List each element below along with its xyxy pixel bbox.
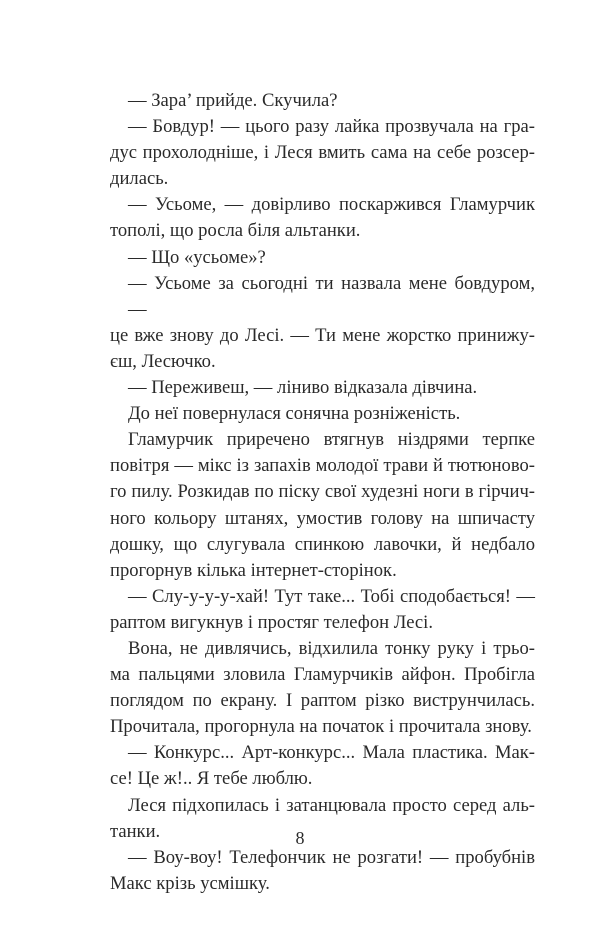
text-line: — Воу-воу! Телефончик не розгати! — пробубнів	[128, 846, 535, 868]
text-line: — Що «усьоме»?	[128, 246, 266, 268]
paragraph	[110, 114, 535, 192]
text-line: го пилу. Розкидав по піску свої худезні ноги в гірчич-	[110, 481, 535, 503]
text-line: — Слу-у-у-у-хай! Тут таке... Тобі сподобається! —	[128, 585, 535, 607]
text-line: — Зара’ прийде. Скучила?	[128, 90, 338, 111]
text-line: прогорнув кілька інтернет-сторінок.	[110, 559, 397, 581]
text-line: — Конкурс... Арт-конкурс... Мала пластика. Мак-	[128, 742, 535, 764]
text-line: — Усьоме, — довірливо поскаржився Гламурчик	[128, 194, 535, 216]
page-number: 8	[295, 828, 305, 848]
paragraph	[110, 401, 535, 427]
text-line: це вже знову до Лесі. — Ти мене жорстко принижу-	[110, 324, 535, 346]
text-line: ного кольору штанях, умостив голову на шпичасту	[110, 507, 535, 529]
paragraph	[110, 245, 535, 271]
text-line: Леся підхопилась і затанцювала просто серед аль-	[128, 794, 535, 816]
paragraph	[110, 427, 535, 584]
paragraph	[110, 88, 535, 114]
paragraph	[110, 740, 535, 792]
text-line: дус прохолодніше, і Леся вмить сама на себе розсер-	[110, 142, 535, 164]
text-line: дилась.	[110, 168, 169, 190]
text-line: дошку, що слугувала спинкою лавочки, й недбало	[110, 533, 535, 555]
text-line: Гламурчик приречено втягнув ніздрями терпке	[128, 429, 535, 451]
text-line: — Усьоме за сьогодні ти назвала мене бовдуром, —	[128, 272, 535, 320]
paragraph	[110, 192, 535, 244]
text-line: поглядом по екрану. І раптом різко виструнчилась.	[110, 690, 535, 712]
paragraph	[110, 271, 535, 375]
text-line: єш, Лесючко.	[110, 350, 216, 372]
text-line: — Бовдур! — цього разу лайка прозвучала на гра-	[128, 116, 535, 138]
paragraph	[110, 584, 535, 636]
book-page-text	[110, 88, 535, 897]
text-line: танки.	[110, 820, 161, 842]
text-line: ма пальцями зловила Гламурчиків айфон. Пробігла	[110, 664, 535, 686]
paragraph	[110, 845, 535, 897]
text-line: — Переживеш, — ліниво відказала дівчина.	[128, 377, 478, 399]
paragraph	[110, 375, 535, 401]
paragraph	[110, 636, 535, 740]
text-line: До неї повернулася сонячна розніженість.	[128, 403, 461, 425]
text-line: Вона, не дивлячись, відхилила тонку руку і трьо-	[128, 637, 535, 659]
text-line: повітря — мікс із запахів молодої трави й тютюново-	[110, 455, 535, 477]
text-line: Макс крізь усмішку.	[110, 872, 270, 894]
text-line: Прочитала, прогорнула на початок і прочитала знову.	[110, 716, 532, 738]
text-line: тополі, що росла біля альтанки.	[110, 220, 361, 242]
text-line: раптом вигукнув і простяг телефон Лесі.	[110, 611, 433, 633]
text-line: се! Це ж!.. Я тебе люблю.	[110, 768, 313, 790]
